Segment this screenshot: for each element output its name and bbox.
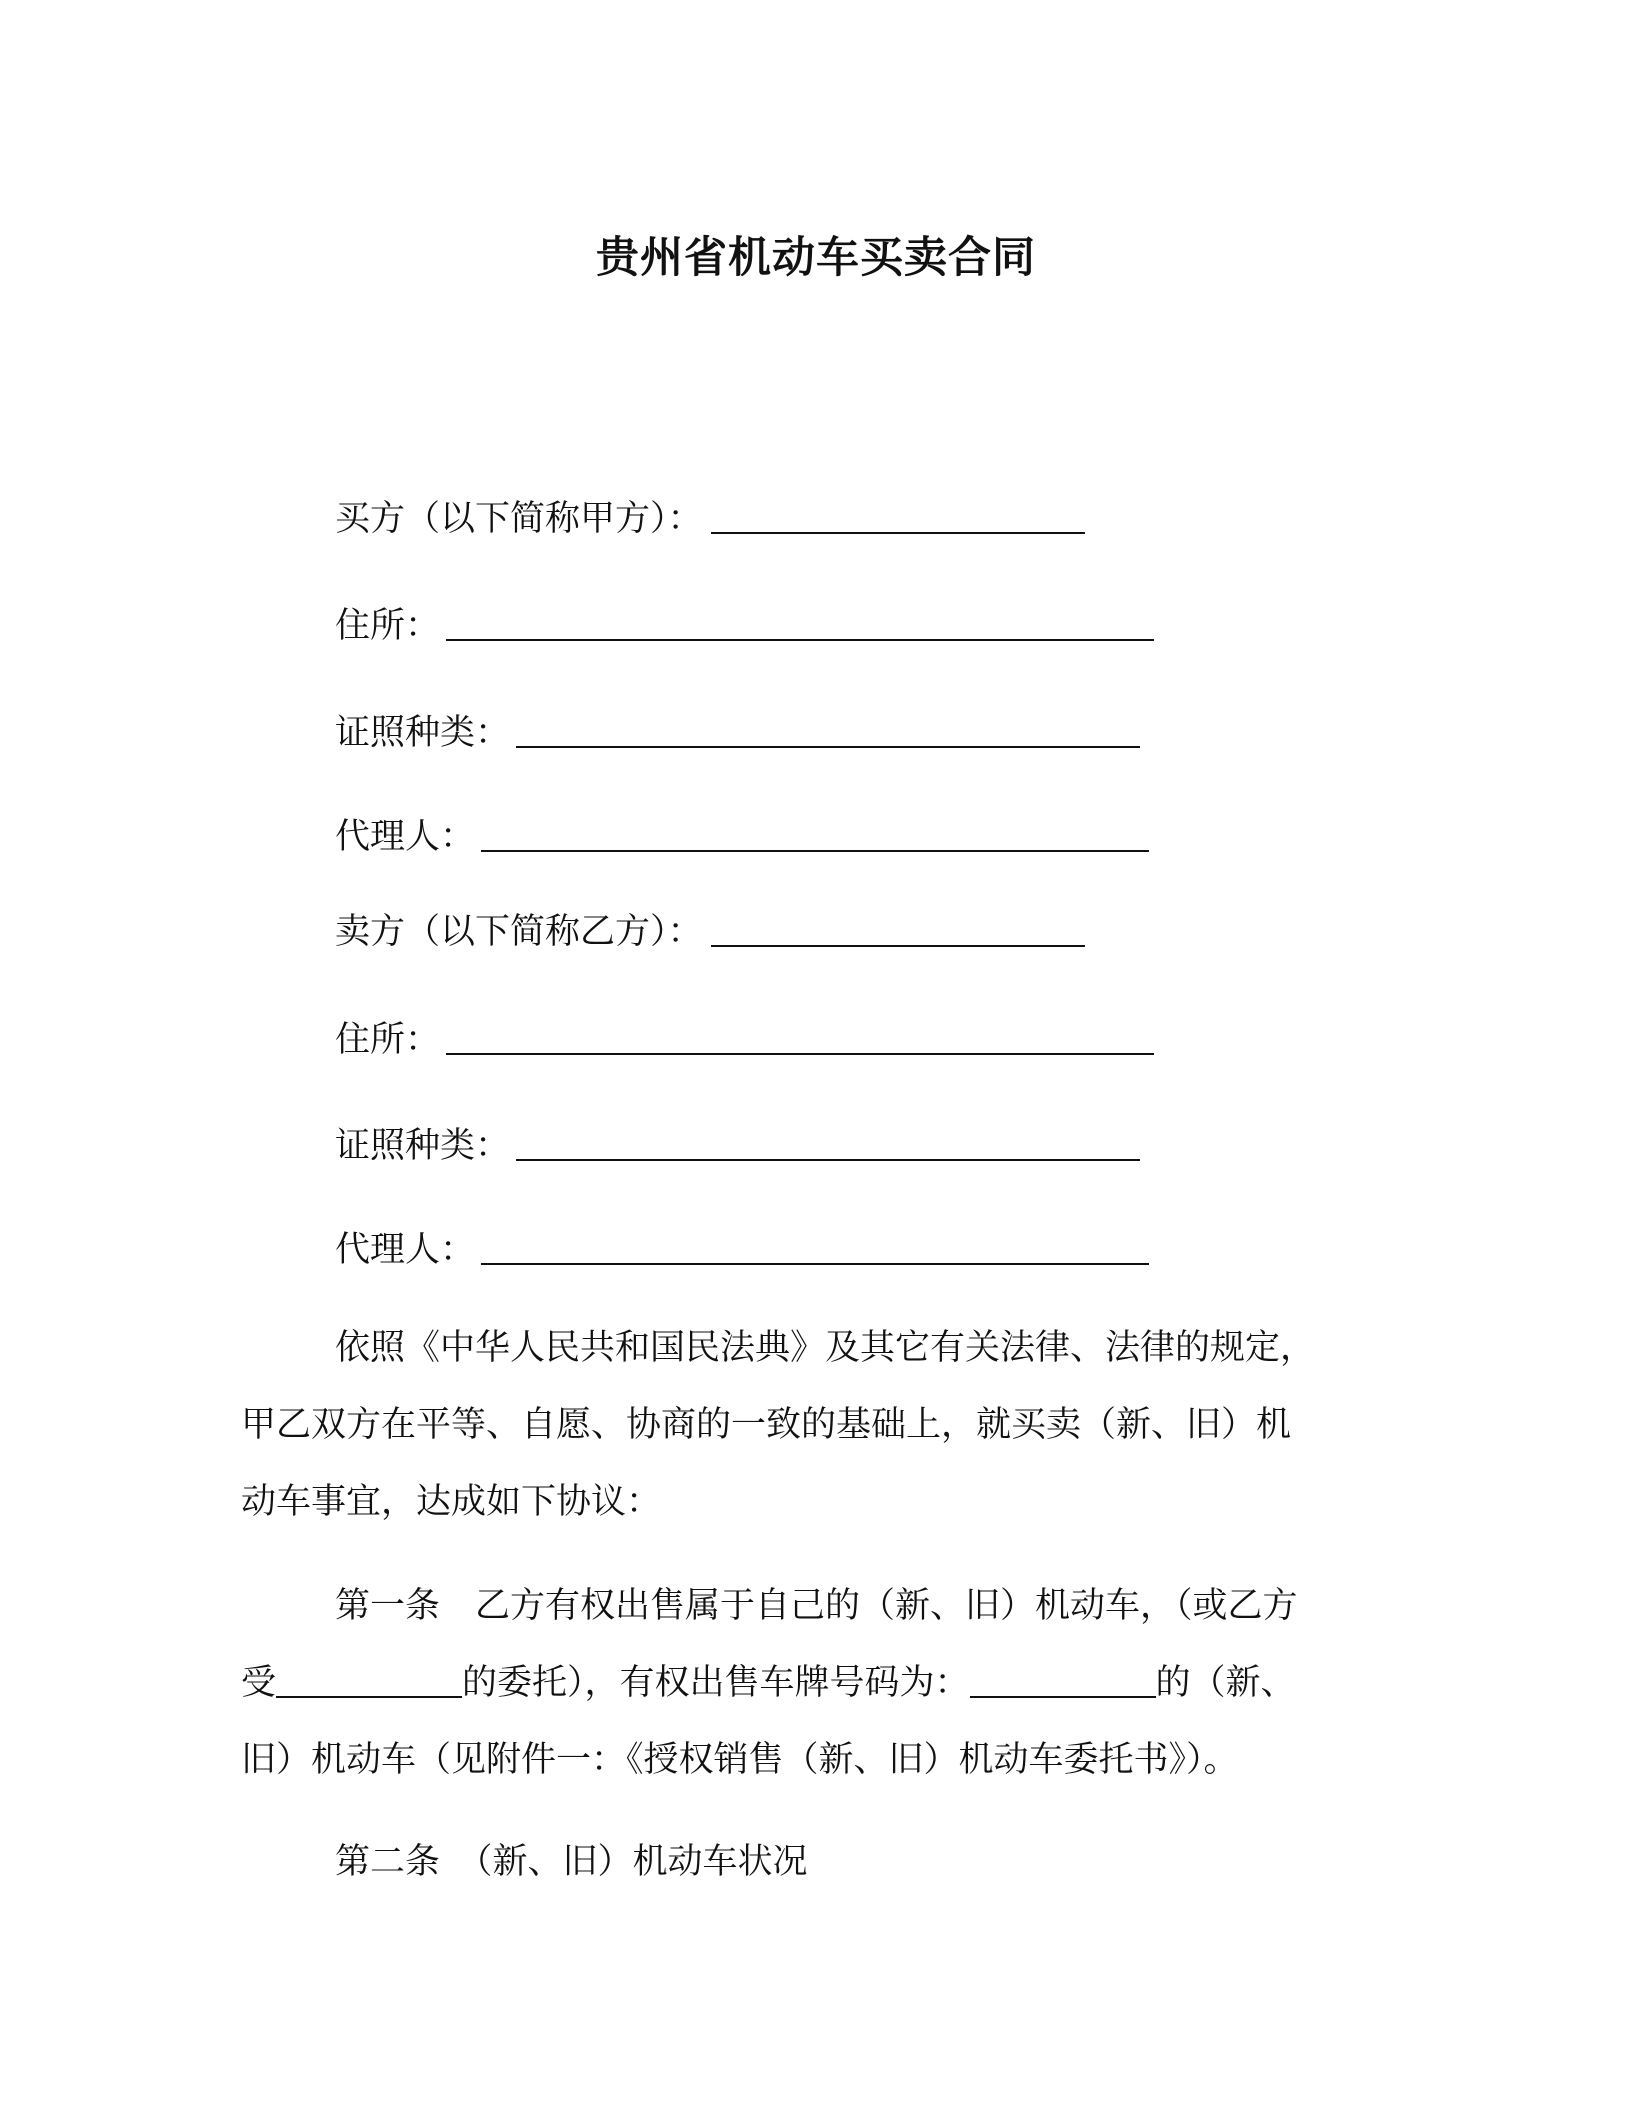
preamble-line-2: 甲乙双方在平等、自愿、协商的一致的基础上，就买卖（新、旧）机 (241, 1405, 1292, 1445)
seller-agent-line (335, 1228, 1149, 1272)
seller-agent-label: 代理人： (335, 1230, 476, 1270)
seller-name-blank (711, 915, 1085, 947)
buyer-name-blank (711, 502, 1085, 534)
seller-party-label: 卖方（以下简称乙方）： (335, 912, 703, 952)
buyer-agent-label: 代理人： (335, 817, 476, 857)
buyer-party-line (335, 497, 1085, 541)
buyer-agent-blank (481, 820, 1149, 852)
seller-agent-blank (481, 1233, 1149, 1265)
seller-id-type-blank (516, 1129, 1140, 1161)
article1-plate-text: 的委托），有权出售车牌号码为： (462, 1663, 970, 1703)
buyer-id-type-label: 证照种类： (335, 713, 511, 753)
seller-address-blank (446, 1023, 1154, 1055)
article2-heading: 第二条 （新、旧）机动车状况 (335, 1842, 808, 1882)
buyer-address-label: 住所： (335, 606, 441, 646)
article1-line2-suffix: 的（新、 (1155, 1663, 1296, 1703)
preamble-line-1: 依照《中华人民共和国民法典》及其它有关法律、法律的规定， (335, 1328, 1316, 1368)
buyer-address-line (335, 604, 1154, 648)
article1-line-1: 第一条 乙方有权出售属于自己的（新、旧）机动车，（或乙方 (335, 1586, 1298, 1626)
buyer-agent-line (335, 815, 1149, 859)
buyer-address-blank (446, 609, 1154, 641)
seller-party-line (335, 910, 1085, 954)
principal-name-blank (276, 1666, 462, 1698)
seller-id-type-line (335, 1124, 1140, 1168)
seller-address-label: 住所： (335, 1020, 441, 1060)
buyer-id-type-blank (516, 716, 1140, 748)
article1-line-3: 旧）机动车（见附件一：《授权销售（新、旧）机动车委托书》）。 (241, 1740, 1239, 1780)
preamble-line-3: 动车事宜，达成如下协议： (241, 1482, 662, 1522)
document-title: 贵州省机动车买卖合同 (596, 233, 1036, 283)
seller-id-type-label: 证照种类： (335, 1126, 511, 1166)
buyer-party-label: 买方（以下简称甲方）： (335, 499, 703, 539)
plate-number-blank (970, 1666, 1156, 1698)
article1-line-2 (241, 1645, 1296, 1722)
article1-principal-prefix: 受 (241, 1663, 277, 1703)
buyer-id-type-line (335, 711, 1140, 755)
seller-address-line (335, 1018, 1154, 1062)
